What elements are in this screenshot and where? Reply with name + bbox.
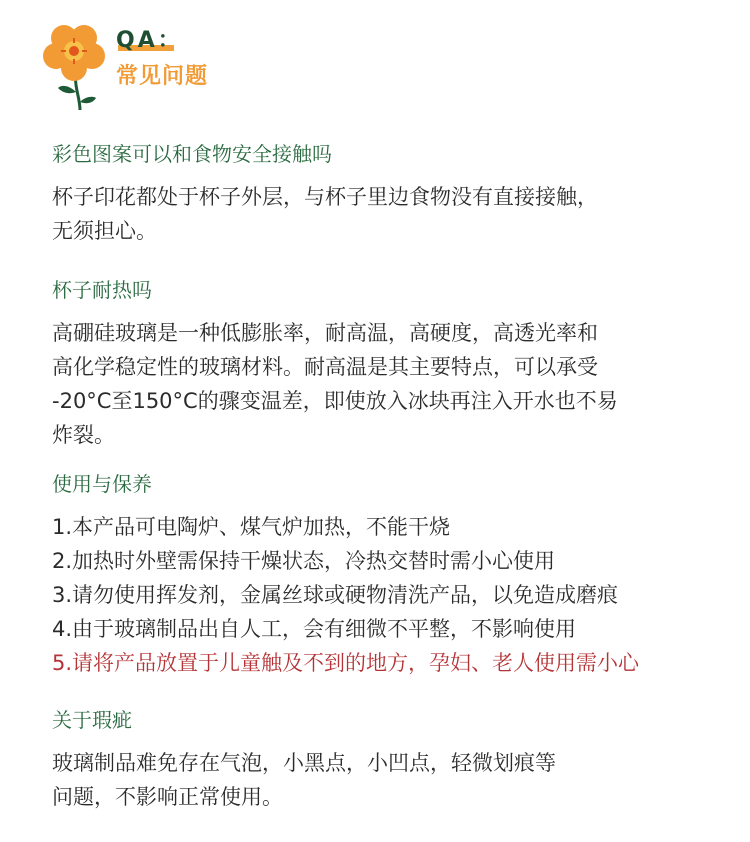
section-body: [52, 316, 742, 452]
qa-title: QA：: [116, 28, 183, 53]
section-color-pattern: [52, 140, 742, 248]
list-item: 1.本产品可电陶炉、煤气炉加热，不能干烧: [52, 515, 451, 539]
body-line: 杯子印花都处于杯子外层，与杯子里边食物没有直接接触，: [52, 185, 598, 209]
list-item: 4.由于玻璃制品出自人工，会有细微不平整，不影响使用: [52, 617, 577, 641]
section-usage: [52, 470, 742, 680]
body-line: 无须担心。: [52, 219, 157, 243]
body-line: 问题，不影响正常使用。: [52, 785, 283, 809]
body-line: 高硼硅玻璃是一种低膨胀率，耐高温，高硬度，高透光率和: [52, 321, 598, 345]
body-line: 炸裂。: [52, 423, 115, 447]
section-body: [52, 746, 742, 814]
section-body: [52, 180, 742, 248]
body-line: 高化学稳定性的玻璃材料。耐高温是其主要特点，可以承受: [52, 355, 598, 379]
section-heading: 彩色图案可以和食物安全接触吗: [52, 142, 332, 166]
usage-list: [52, 510, 742, 680]
section-heading: 杯子耐热吗: [52, 278, 152, 302]
section-heat: [52, 276, 742, 452]
list-item: 3.请勿使用挥发剂，金属丝球或硬物清洗产品，以免造成磨痕: [52, 583, 619, 607]
page-subtitle: 常见问题: [116, 64, 209, 89]
section-flaws: [52, 706, 742, 814]
body-line: 玻璃制品难免存在气泡，小黑点，小凹点，轻微划痕等: [52, 751, 556, 775]
body-line: -20°C至150°C的骤变温差，即使放入冰块再注入开水也不易: [52, 389, 618, 413]
section-heading: 关于瑕疵: [52, 708, 132, 732]
warning-item: 5.请将产品放置于儿童触及不到的地方，孕妇、老人使用需小心: [52, 651, 640, 675]
section-heading: 使用与保养: [52, 472, 152, 496]
list-item: 2.加热时外壁需保持干燥状态，冷热交替时需小心使用: [52, 549, 556, 573]
orange-flower-icon: [40, 24, 106, 110]
